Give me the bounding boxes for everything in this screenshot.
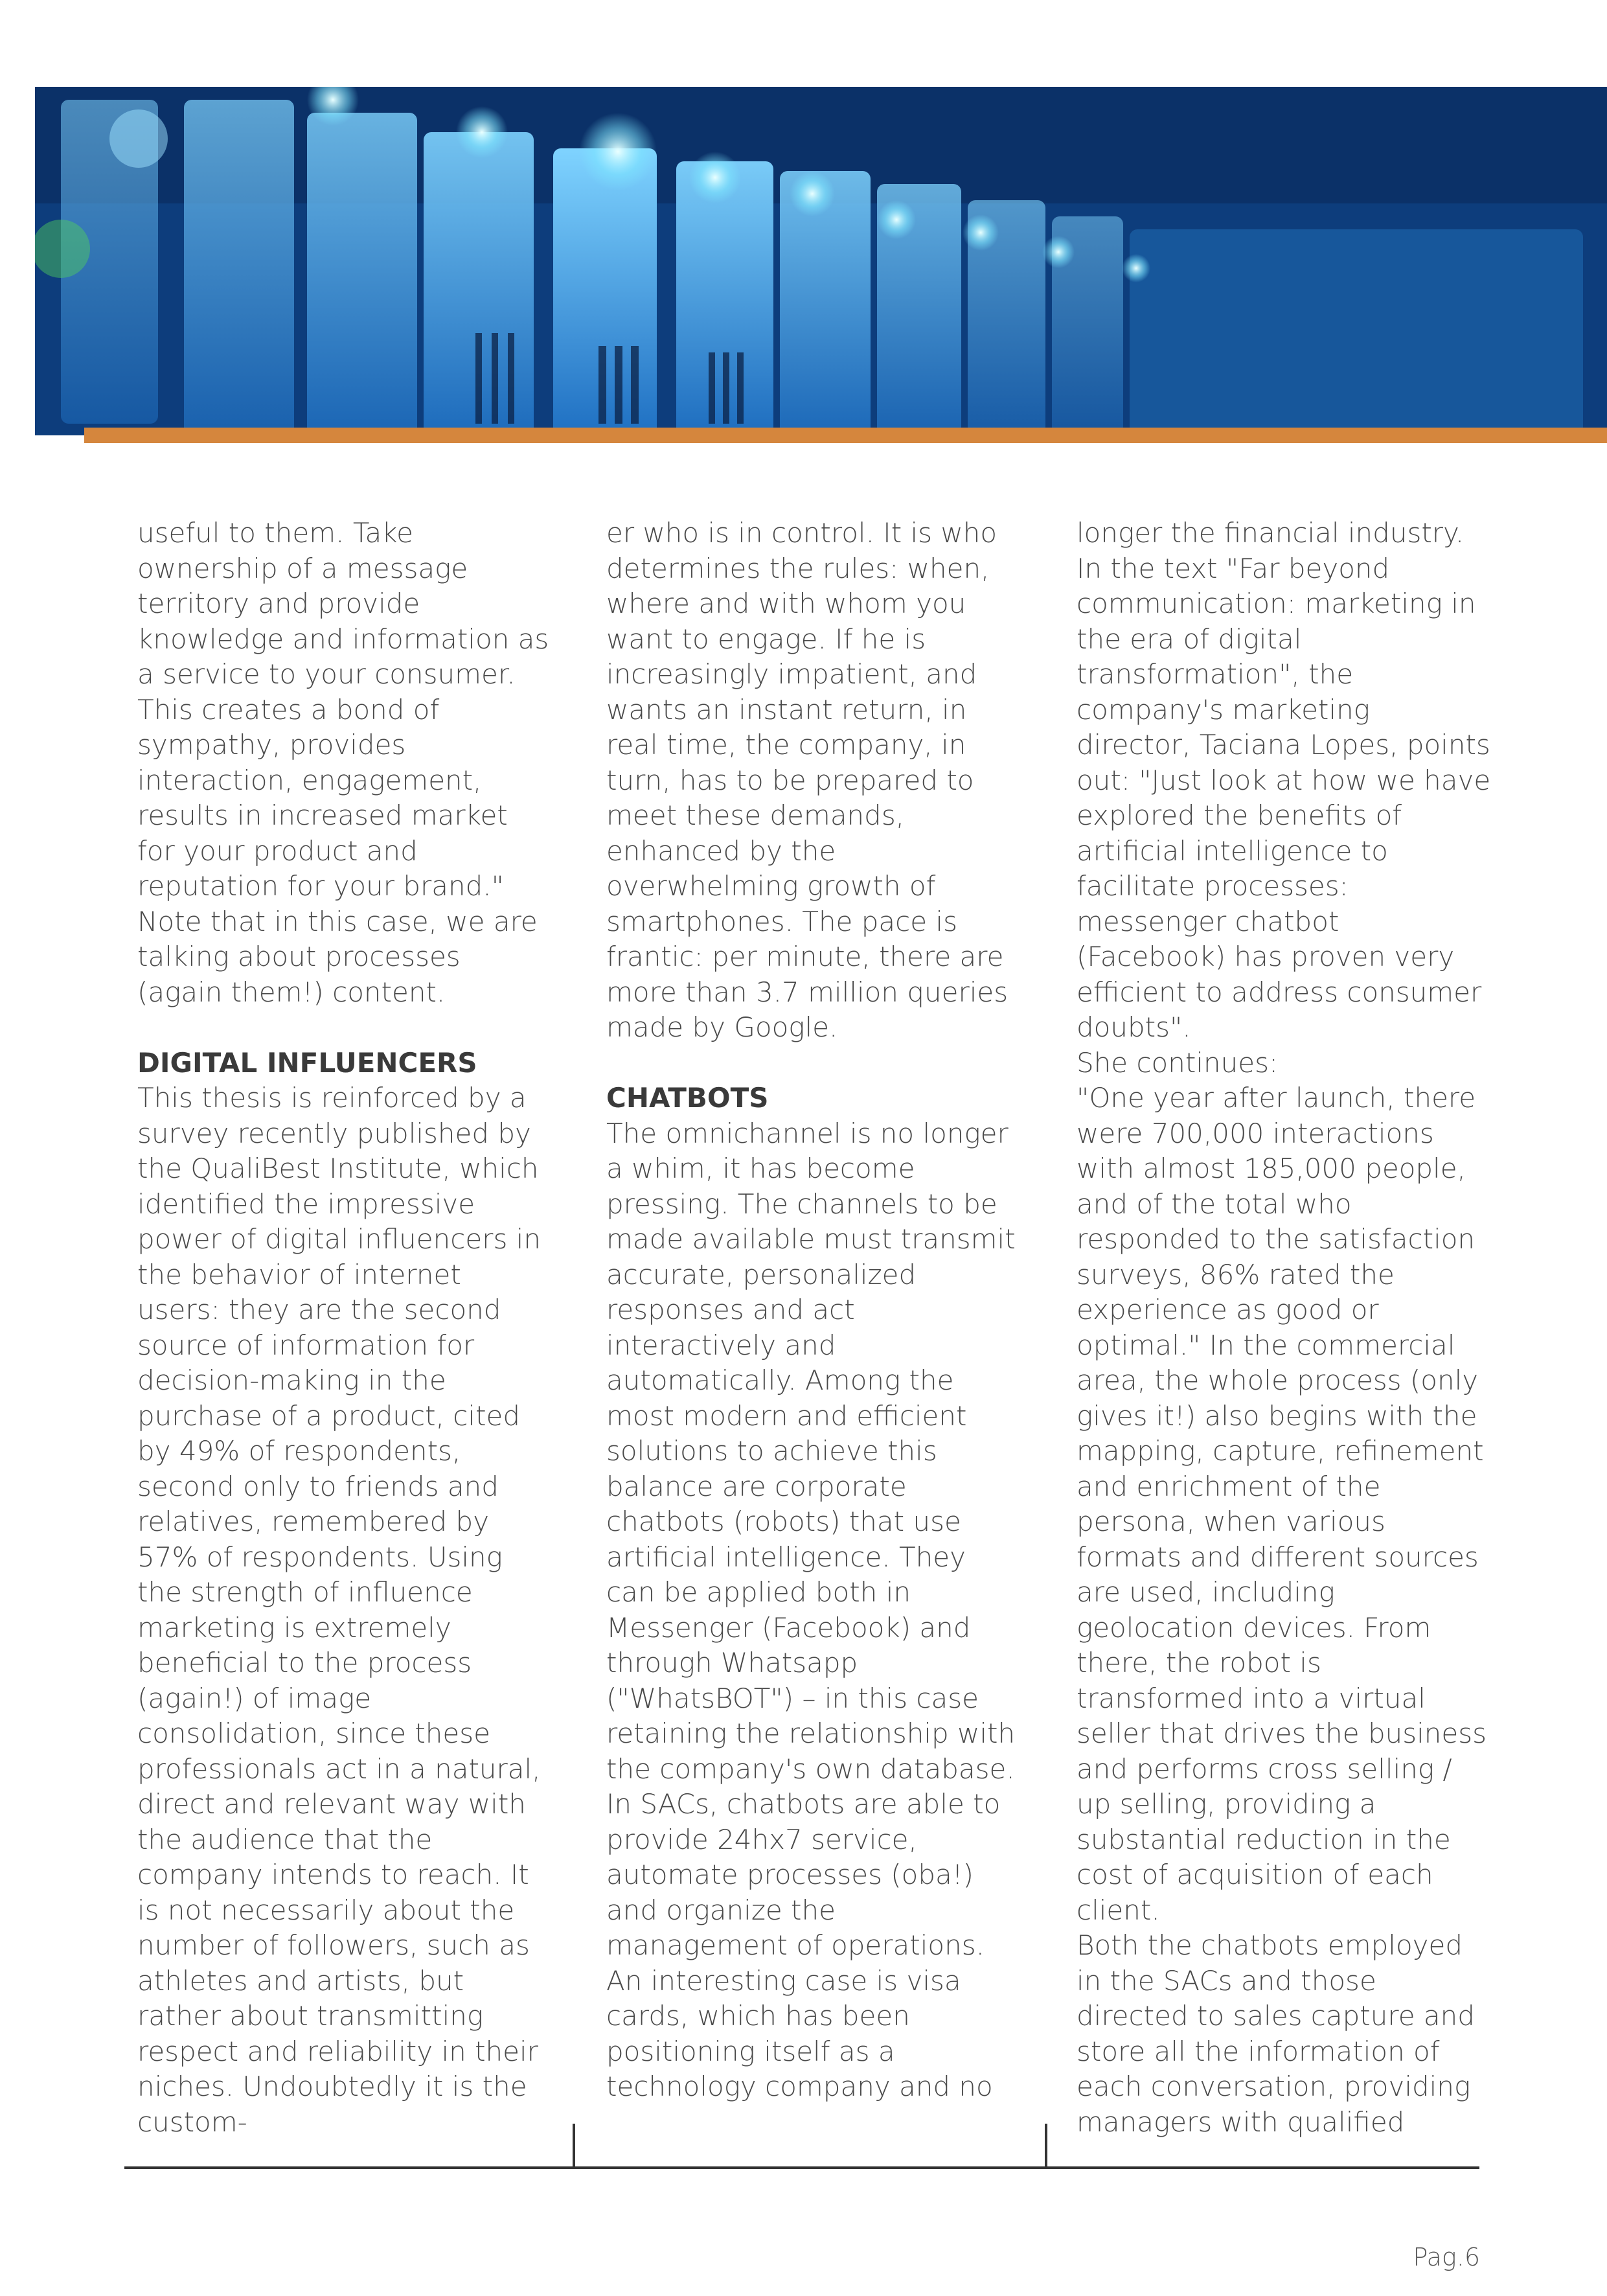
text-column-3 [1077, 516, 1491, 2140]
section-heading: CHATBOTS [606, 1082, 769, 1114]
paragraph-gap [606, 1046, 1021, 1081]
text-column-1 [137, 516, 552, 2140]
body-paragraph: Both the chatbots employed in the SACs and those directed to sales capture and store all the information of each conversation, providing managers with qualified [1077, 1929, 1475, 2138]
page-number: Pag.6 [1413, 2243, 1480, 2271]
text-column-2 [606, 516, 1021, 2105]
paragraph-gap [137, 1010, 552, 1046]
accent-bar [84, 428, 1607, 443]
body-paragraph: In SACs, chatbots are able to provide 24hx7 service, automate processes (oba!) and organize the management of operations. An interesting case is visa cards, which has been positioning itself as a technology company and no [606, 1788, 1001, 2102]
hero-image [35, 87, 1607, 435]
footer-rule [124, 2166, 1479, 2169]
footer-divider-tick [573, 2124, 575, 2166]
body-paragraph: "One year after launch, there were 700,000 interactions with almost 185,000 people, and of the total who responded to the satisfaction surveys, 86% rated the experience as good or optimal." In the commercial area, the whole process (only gives it!) also begins with the mapping, capture, refinement and enrichment of the persona, when various formats and different sources are used, including geolocation devices. From there, the robot is transformed into a virtual seller that drives the business and performs cross selling / up selling, providing a substantial reduction in the cost of acquisition of each client. [1077, 1082, 1487, 1926]
body-paragraph: er who is in control. It is who determines the rules: when, where and with whom you want to engage. If he is increasingly impatient, and wants an instant return, in real time, the company, in turn, has to be prepared to meet these demands, enhanced by the overwhelming growth of smartphones. The pace is frantic: per minute, there are more than 3.7 million queries made by Google. [606, 517, 1009, 1043]
body-paragraph: She continues: [1077, 1046, 1279, 1079]
section-heading: DIGITAL INFLUENCERS [137, 1046, 477, 1079]
body-paragraph: The omnichannel is no longer a whim, it has become pressing. The channels to be made available must transmit accurate, personalized responses and act interactively and automatically. Among the most modern and efficient solutions to achieve this balance are corporate chatbots (robots) that use artificial intelligence. They can be applied both in Messenger (Facebook) and through Whatsapp ("WhatsBOT") – in this case retaining the relationship with the company's own database. [606, 1117, 1016, 1785]
body-paragraph: longer the financial industry. In the text "Far beyond communication: marketing in the era of digital transformation", the company's marketing director, Taciana Lopes, points out: "Just look at how we have explored the benefits of artificial intelligence to facilitate processes: messenger chatbot (Facebook) has proven very efficient to address consumer doubts". [1077, 517, 1491, 1043]
body-paragraph: This thesis is reinforced by a survey recently published by the QualiBest Institute, which identified the impressive power of digital influencers in the behavior of internet users: they are the second source of information for decision-making in the purchase of a product, cited by 49% of respondents, second only to friends and relatives, remembered by 57% of respondents. Using the strength of influence marketing is extremely beneficial to the process (again!) of image consolidation, since these professionals act in a natural, direct and relevant way with the audience that the company intends to reach. It is not necessarily about the number of followers, such as athletes and artists, but rather about transmitting respect and reliability in their niches. Undoubtedly it is the custom- [137, 1082, 541, 2138]
body-paragraph: useful to them. Take ownership of a message territory and provide knowledge and information as a service to your consumer. This creates a bond of sympathy, provides interaction, engagement, results in increased market for your product and reputation for your brand." Note that in this case, we are talking about processes (again them!) content. [137, 517, 549, 1008]
footer-divider-tick [1045, 2124, 1047, 2166]
